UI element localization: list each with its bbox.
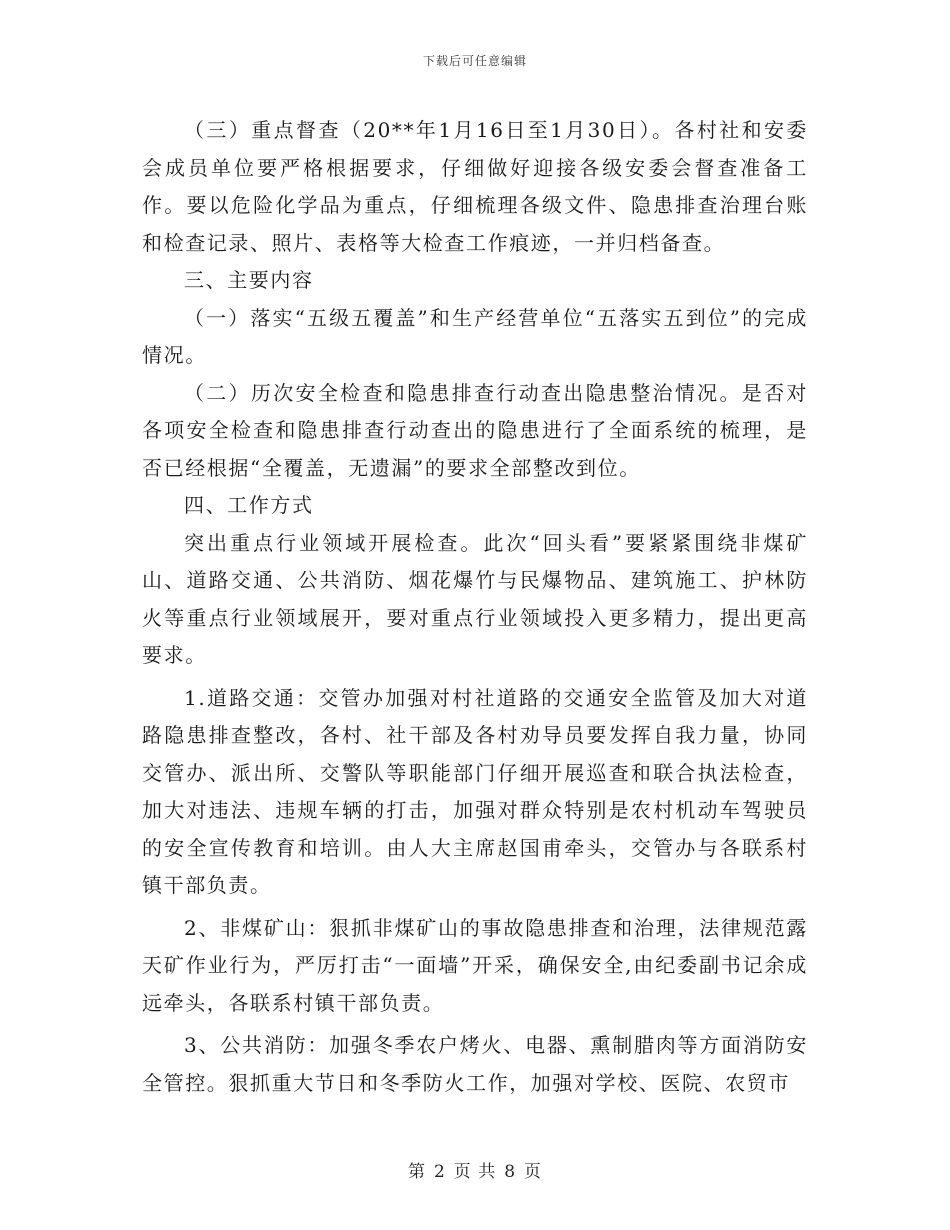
heading-main-content: 三、主要内容 bbox=[184, 268, 314, 292]
footer-prefix: 第 bbox=[407, 1162, 426, 1182]
footer-middle: 页 共 bbox=[453, 1162, 497, 1182]
paragraph-road-traffic: 1.道路交通：交管办加强对村社道路的交通安全监管及加大对道路隐患排查整改，各村、社干部及各村劝导员要发挥自我力量，协同交管办、派出所、交警队等职能部门仔细开展巡查和联合执法检查，加大对违法、违规车辆的打击，加强对群众特别是农村机动车驾驶员的安全宣传教育和培训。由人大主席赵国甫牵头，交管办与各联系村镇干部负责。 bbox=[142, 685, 808, 897]
document-body bbox=[142, 112, 808, 1102]
paragraph-key-inspection: （三）重点督查（20**年1月16日至1月30日）。各村社和安委会成员单位要严格根据要求，仔细做好迎接各级安委会督查准备工作。要以危险化学品为重点，仔细梳理各级文件、隐患排查治理台账和检查记录、照片、表格等大检查工作痕迹，一并归档备查。 bbox=[142, 118, 808, 255]
heading-work-method: 四、工作方式 bbox=[184, 493, 314, 517]
paragraph-item-one: （一）落实“五级五覆盖”和生产经营单位“五落实五到位”的完成情况。 bbox=[142, 305, 808, 367]
page-number-footer bbox=[0, 1157, 950, 1182]
header-note: 下载后可任意编辑 bbox=[422, 54, 527, 68]
total-page-count: 8 bbox=[504, 1162, 517, 1182]
paragraph-public-fire: 3、公共消防：加强冬季农户烤火、电器、熏制腊肉等方面消防安全管控。狠抓重大节日和冬季防火工作，加强对学校、医院、农贸市 bbox=[142, 1033, 808, 1095]
current-page-number: 2 bbox=[433, 1162, 446, 1182]
footer-suffix: 页 bbox=[524, 1162, 543, 1182]
paragraph-focus-sectors: 突出重点行业领域开展检查。此次“回头看”要紧紧围绕非煤矿山、道路交通、公共消防、烟花爆竹与民爆物品、建筑施工、护林防火等重点行业领域展开，要对重点行业领域投入更多精力，提出更高要求。 bbox=[142, 530, 808, 667]
paragraph-non-coal-mines: 2、非煤矿山：狠抓非煤矿山的事故隐患排查和治理，法律规范露天矿作业行为，严厉打击“一面墙”开采，确保安全,由纪委副书记余成远牵头，各联系村镇干部负责。 bbox=[142, 915, 808, 1015]
paragraph-item-two: （二）历次安全检查和隐患排查行动查出隐患整治情况。是否对各项安全检查和隐患排查行动查出的隐患进行了全面系统的梳理，是否已经根据“全覆盖，无遗漏”的要求全部整改到位。 bbox=[142, 380, 808, 480]
